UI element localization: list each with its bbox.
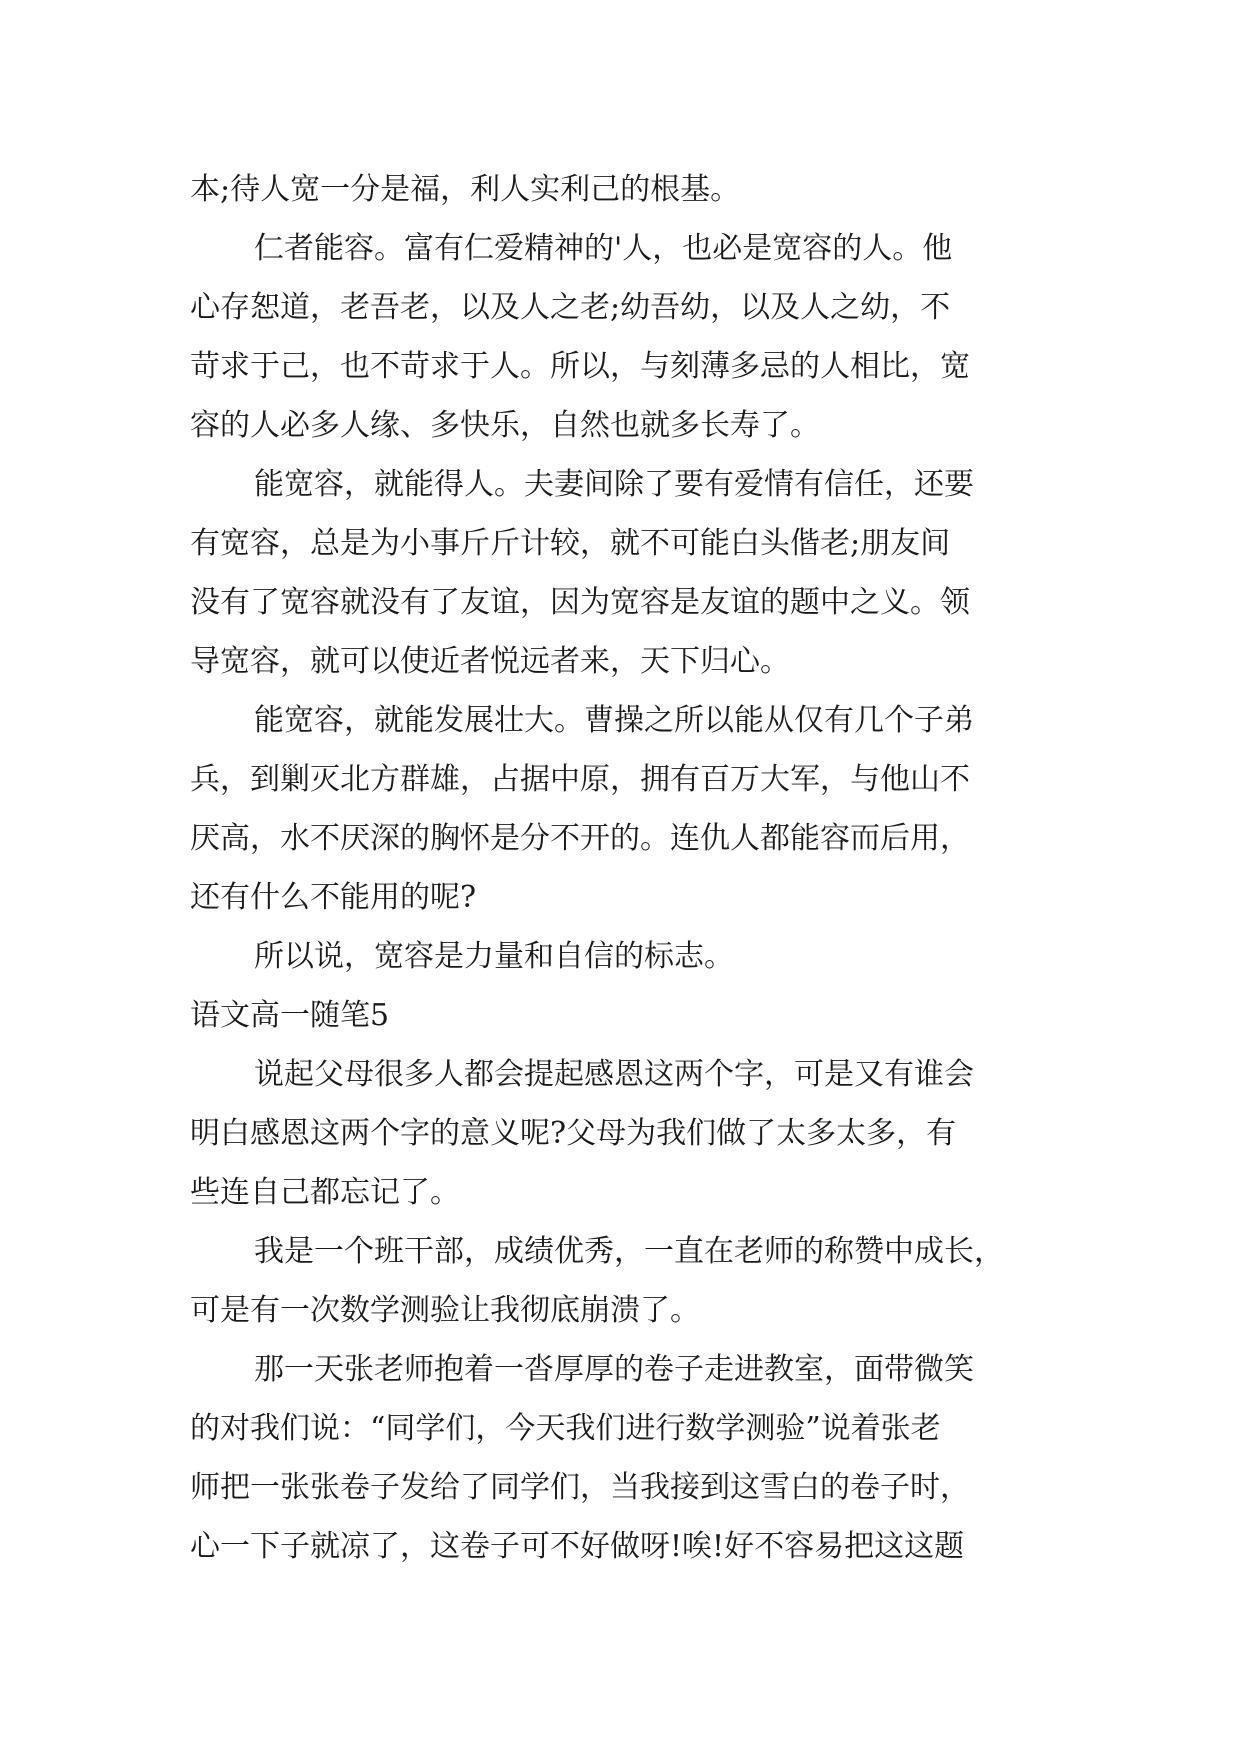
- text-line: 有宽容，总是为小事斤斤计较，就不可能白头偕老;朋友间: [190, 526, 951, 561]
- text-line: 的对我们说：“同学们，今天我们进行数学测验”说着张老: [190, 1411, 941, 1446]
- text-line: 语文高一随笔5: [190, 998, 390, 1033]
- text-line: 明白感恩这两个字的意义呢?父母为我们做了太多太多，有: [190, 1116, 957, 1151]
- text-line: 说起父母很多人都会提起感恩这两个字，可是又有谁会: [254, 1057, 974, 1092]
- text-line: 还有什么不能用的呢?: [190, 880, 477, 915]
- document-body: [190, 160, 1050, 1576]
- text-line: 没有了宽容就没有了友谊，因为宽容是友谊的题中之义。领: [190, 585, 970, 620]
- text-line: 所以说，宽容是力量和自信的标志。: [254, 939, 734, 974]
- text-line: 心存恕道，老吾老，以及人之老;幼吾幼，以及人之幼，不: [190, 290, 951, 325]
- text-line: 厌高，水不厌深的胸怀是分不开的。连仇人都能容而后用，: [190, 821, 970, 856]
- text-line: 能宽容，就能发展壮大。曹操之所以能从仅有几个子弟: [254, 703, 974, 738]
- text-line: 容的人必多人缘、多快乐，自然也就多长寿了。: [190, 408, 820, 443]
- text-line: 可是有一次数学测验让我彻底崩溃了。: [190, 1293, 700, 1328]
- text-line: 能宽容，就能得人。夫妻间除了要有爱情有信任，还要: [254, 467, 974, 502]
- text-line: 苛求于己，也不苛求于人。所以，与刻薄多忌的人相比，宽: [190, 349, 970, 384]
- text-line: 兵，到剿灭北方群雄，占据中原，拥有百万大军，与他山不: [190, 762, 970, 797]
- text-line: 些连自己都忘记了。: [190, 1175, 460, 1210]
- text-line: 心一下子就凉了，这卷子可不好做呀!唉!好不容易把这这题: [190, 1529, 965, 1564]
- text-line: 师把一张张卷子发给了同学们，当我接到这雪白的卷子时，: [190, 1470, 970, 1505]
- text-line: 仁者能容。富有仁爱精神的'人，也必是宽容的人。他: [254, 231, 953, 266]
- text-line: 那一天张老师抱着一沓厚厚的卷子走进教室，面带微笑: [254, 1352, 974, 1387]
- text-line: 我是一个班干部，成绩优秀，一直在老师的称赞中成长，: [254, 1234, 1004, 1269]
- text-line: 导宽容，就可以使近者悦远者来，天下归心。: [190, 644, 790, 679]
- text-line: 本;待人宽一分是福，利人实利己的根基。: [190, 172, 741, 207]
